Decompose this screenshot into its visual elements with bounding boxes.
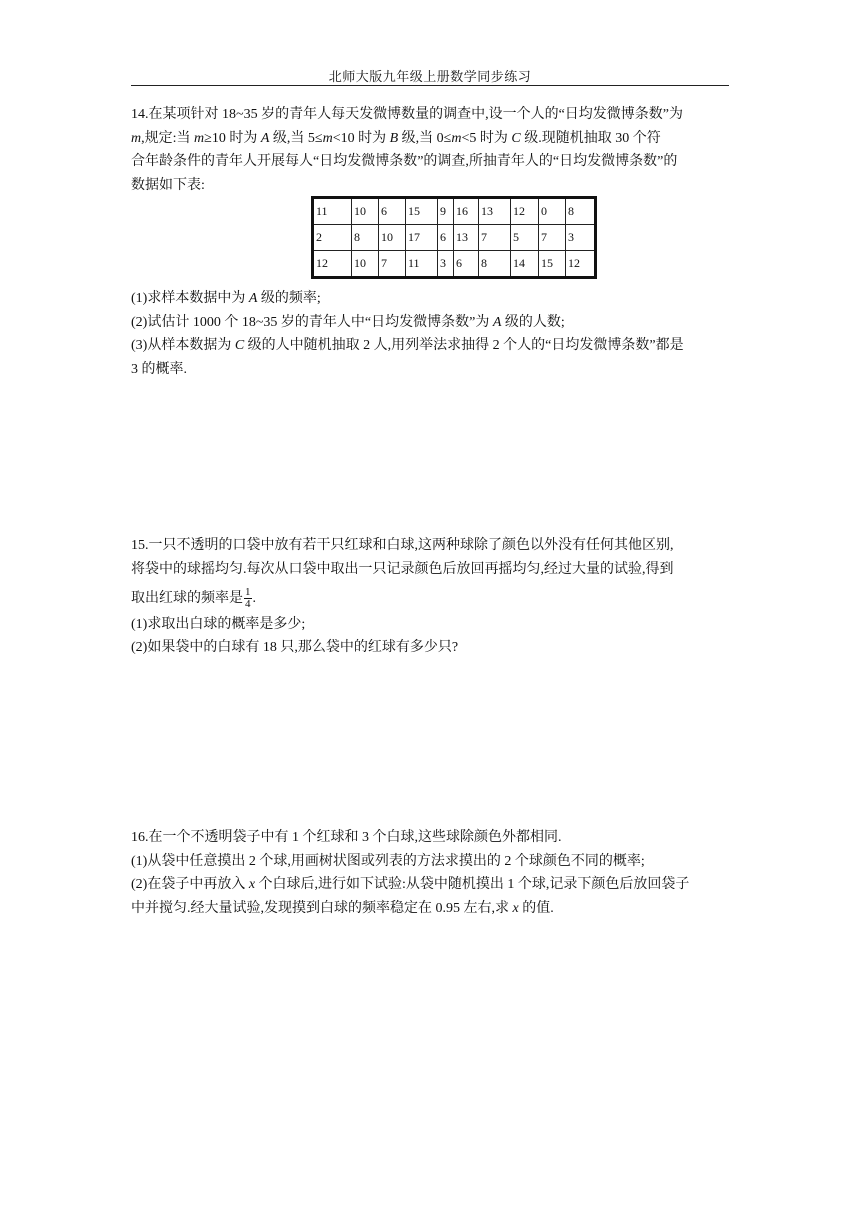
table-cell: 14 bbox=[511, 251, 539, 278]
table-cell: 8 bbox=[352, 225, 379, 251]
table-cell: 13 bbox=[479, 198, 511, 225]
q16-stem-line-1: 16.在一个不透明袋子中有 1 个红球和 3 个白球,这些球除颜色外都相同. bbox=[131, 830, 562, 845]
header-divider bbox=[131, 85, 729, 86]
q14-part-2: (2)试估计 1000 个 18~35 岁的青年人中“日均发微博条数”为 A 级的人数; bbox=[131, 314, 565, 330]
q14-data-table bbox=[311, 196, 597, 279]
table-cell: 11 bbox=[406, 251, 438, 278]
page-header-title: 北师大版九年级上册数学同步练习 bbox=[328, 70, 532, 85]
table-cell: 17 bbox=[406, 225, 438, 251]
question-14 bbox=[131, 103, 731, 197]
q14-part-3-cont: 3 的概率. bbox=[131, 361, 187, 377]
q15-stem-line-2: 将袋中的球摇均匀.每次从口袋中取出一只记录颜色后放回再摇均匀,经过大量的试验,得到 bbox=[131, 561, 674, 577]
q14-part-1: (1)求样本数据中为 A 级的频率; bbox=[131, 291, 321, 306]
q14-stem-line-1: 14.在某项针对 18~35 岁的青年人每天发微博数量的调查中,设一个人的“日均发微博条数”为 bbox=[131, 107, 683, 122]
q15-stem-line-3: 取出红球的频率是 $\frac{1}{4}$ . bbox=[131, 586, 256, 611]
fraction-one-quarter: $\frac{1}{4}$ bbox=[245, 586, 251, 611]
table-cell: 7 bbox=[379, 251, 406, 278]
q15-part-1: (1)求取出白球的概率是多少; bbox=[131, 616, 306, 632]
table-cell: 2 bbox=[313, 225, 352, 251]
table-cell: 8 bbox=[566, 198, 596, 225]
q16-part-1: (1)从袋中任意摸出 2 个球,用画树状图或列表的方法求摸出的 2 个球颜色不同的概率; bbox=[131, 853, 645, 869]
table-cell: 9 bbox=[438, 198, 454, 225]
q14-stem-line-3: 合年龄条件的青年人开展每人“日均发微博条数”的调查,所抽青年人的“日均发微博条数”的 bbox=[131, 154, 678, 169]
table-cell: 13 bbox=[454, 225, 479, 251]
q14-stem-line-2: m,规定:当 m≥10 时为 A 级,当 5≤m<10 时为 B 级,当 0≤m<5 时为 C 级.现随机抽取 30 个符 bbox=[131, 130, 661, 146]
q14-part-3: (3)从样本数据为 C 级的人中随机抽取 2 人,用列举法求抽得 2 个人的“日均发微博条数”都是 bbox=[131, 338, 684, 353]
table-cell: 6 bbox=[454, 251, 479, 278]
table-cell: 7 bbox=[479, 225, 511, 251]
table-row bbox=[313, 251, 596, 278]
table-cell: 3 bbox=[438, 251, 454, 278]
question-14-parts bbox=[131, 287, 731, 381]
table-cell: 5 bbox=[511, 225, 539, 251]
table-cell: 16 bbox=[454, 198, 479, 225]
table-cell: 10 bbox=[352, 198, 379, 225]
table-cell: 11 bbox=[313, 198, 352, 225]
table-row bbox=[313, 225, 596, 251]
table-cell: 6 bbox=[438, 225, 454, 251]
question-16 bbox=[131, 826, 731, 920]
q16-part-2: (2)在袋子中再放入 x 个白球后,进行如下试验:从袋中随机摸出 1 个球,记录下颜色后放回袋子 bbox=[131, 877, 690, 892]
q15-stem-line-1: 15.一只不透明的口袋中放有若干只红球和白球,这两种球除了颜色以外没有任何其他区别, bbox=[131, 538, 674, 553]
table-cell: 12 bbox=[511, 198, 539, 225]
table-cell: 8 bbox=[479, 251, 511, 278]
table-cell: 15 bbox=[539, 251, 566, 278]
table-cell: 12 bbox=[313, 251, 352, 278]
table-cell: 6 bbox=[379, 198, 406, 225]
q15-part-2: (2)如果袋中的白球有 18 只,那么袋中的红球有多少只? bbox=[131, 640, 459, 655]
table-cell: 10 bbox=[379, 225, 406, 251]
table-cell: 0 bbox=[539, 198, 566, 225]
table-cell: 3 bbox=[566, 225, 596, 251]
table-cell: 15 bbox=[406, 198, 438, 225]
question-15 bbox=[131, 534, 731, 660]
table-cell: 12 bbox=[566, 251, 596, 278]
table-cell: 7 bbox=[539, 225, 566, 251]
table-cell: 10 bbox=[352, 251, 379, 278]
q14-stem-line-4: 数据如下表: bbox=[131, 177, 205, 193]
table-row bbox=[313, 198, 596, 225]
q16-part-2-cont: 中并搅匀.经大量试验,发现摸到白球的频率稳定在 0.95 左右,求 x 的值. bbox=[131, 900, 554, 916]
